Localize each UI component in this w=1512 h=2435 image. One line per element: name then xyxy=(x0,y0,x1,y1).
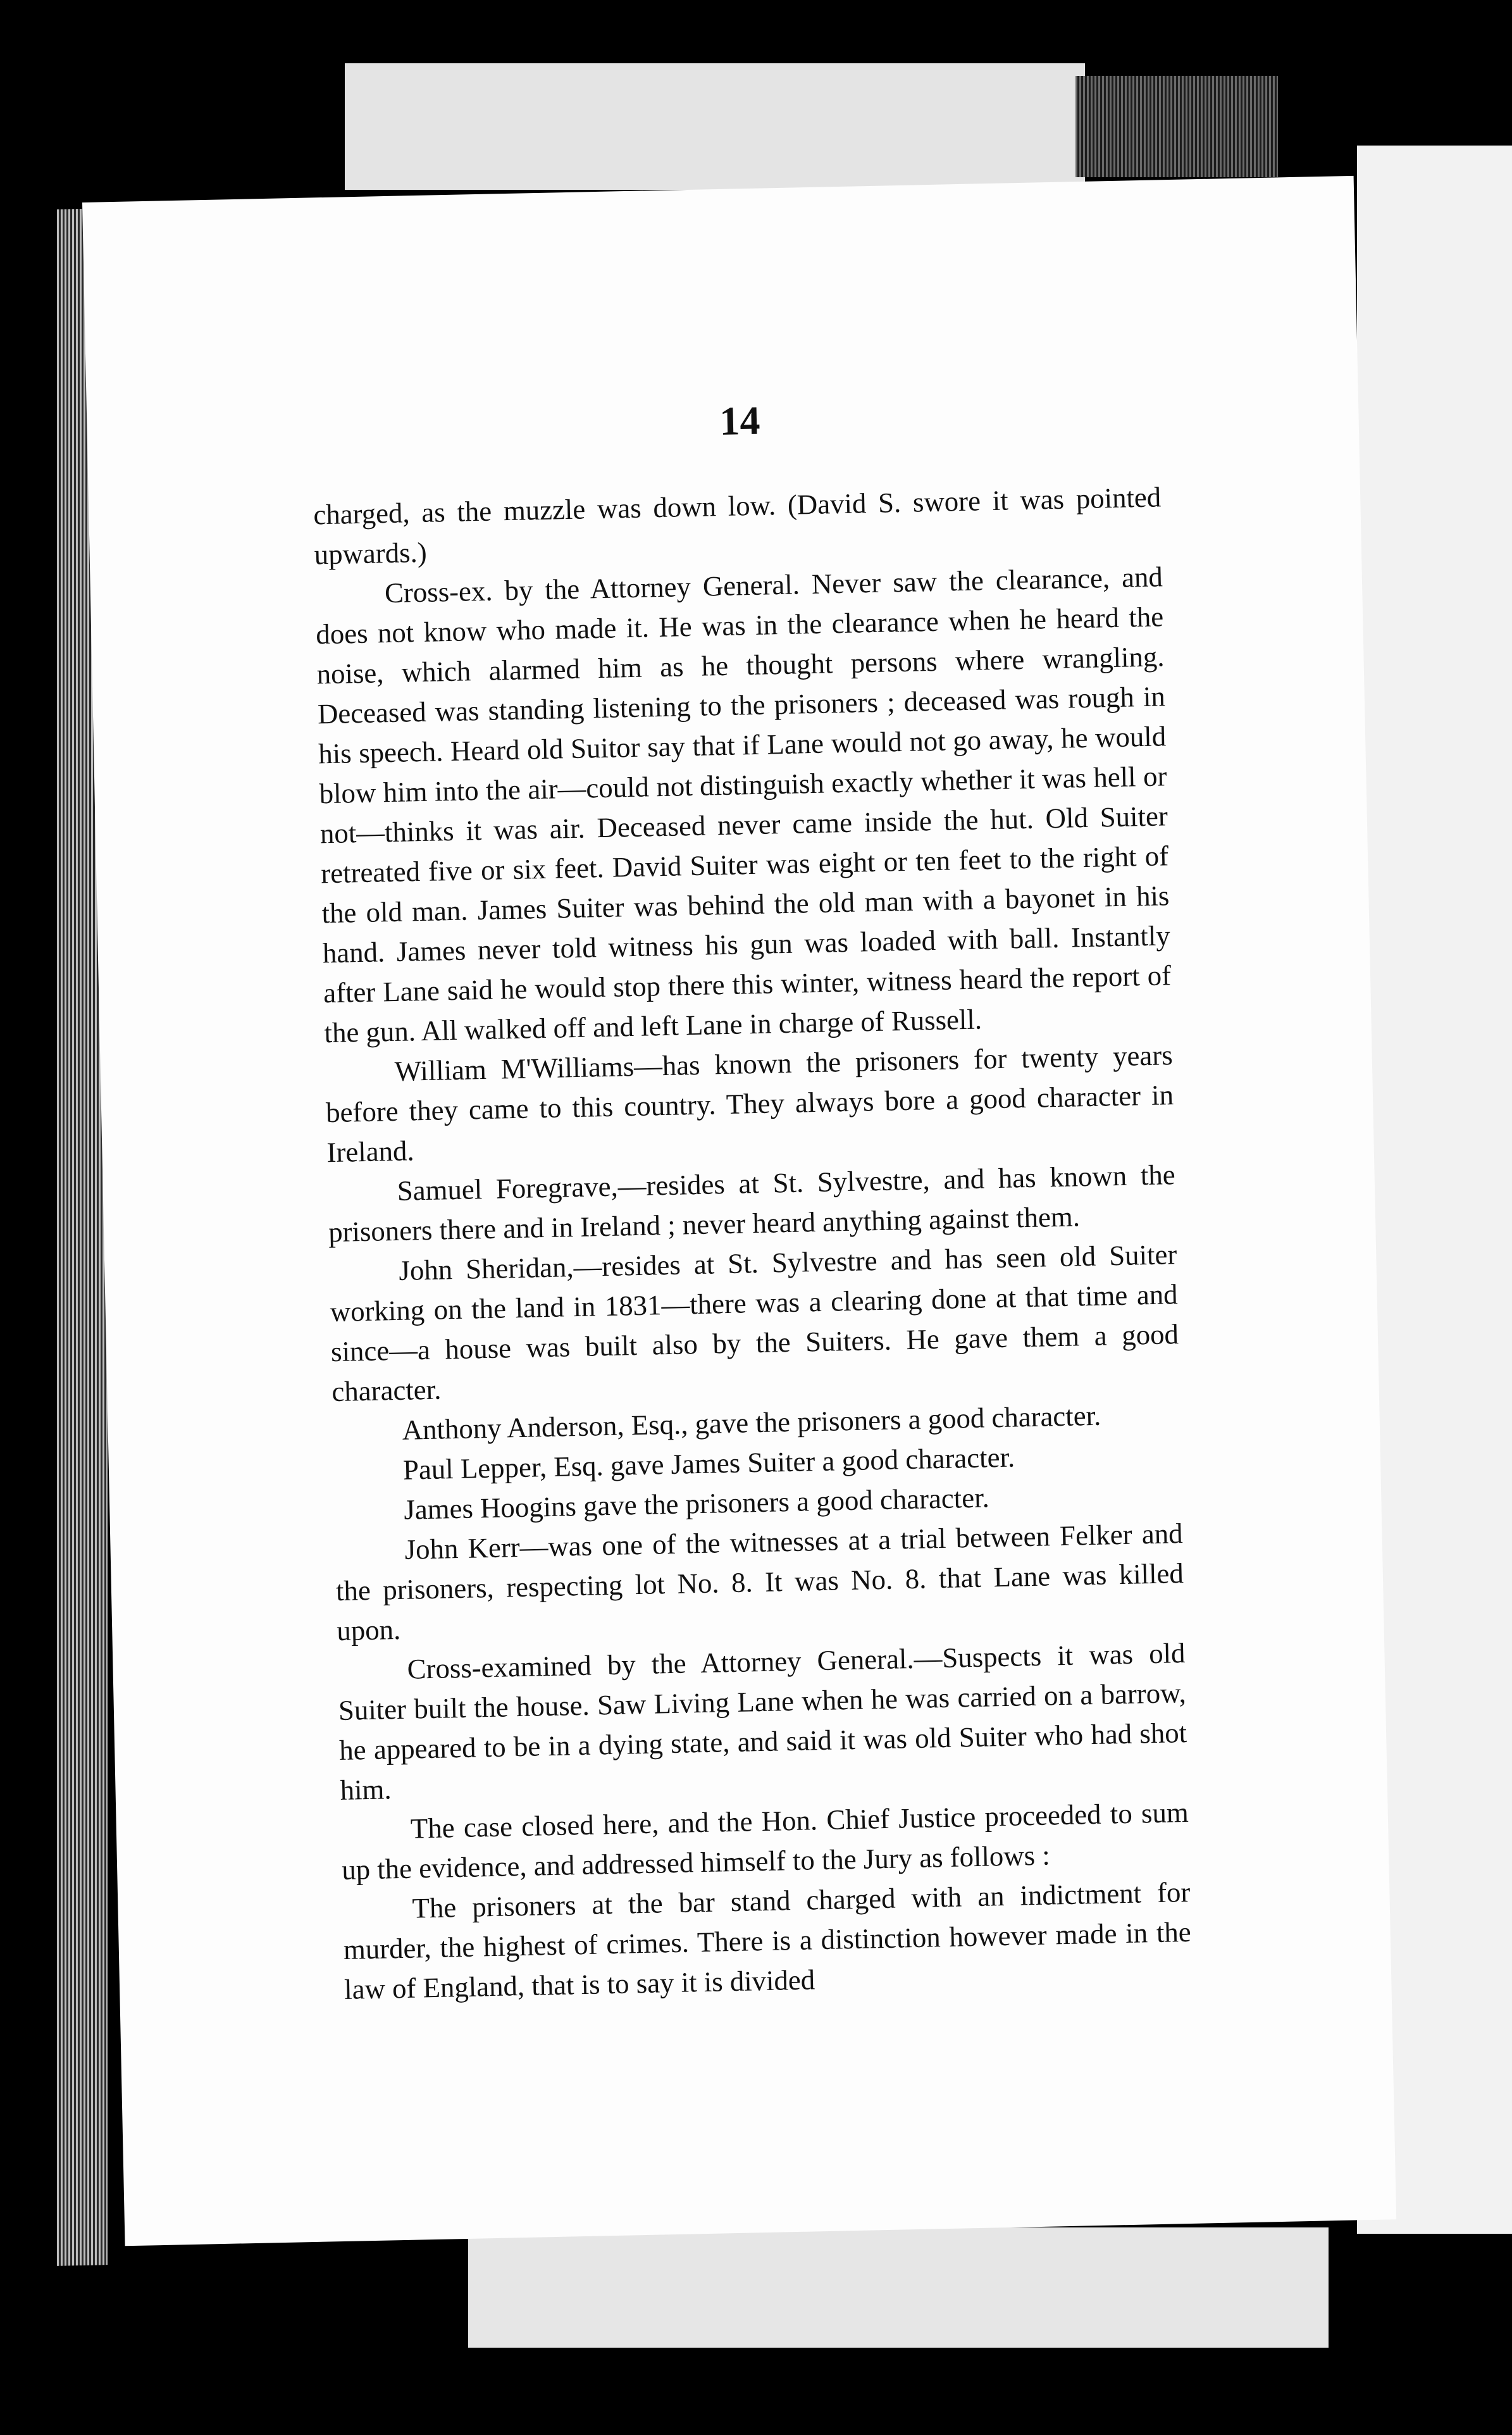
paragraph: John Sheridan,—resides at St. Sylvestre and has seen old Suiter working on the land in 1831—there was a clearing done at that time and since—a house was built also by the Suiters. He gave them a good character. xyxy=(330,1238,1179,1408)
background-strip-bottom xyxy=(468,2227,1329,2348)
page-number: 14 xyxy=(719,397,761,444)
book-page xyxy=(82,176,1396,2246)
paragraph: Cross-ex. by the Attorney General. Never saw the clearance, and does not know who made it. He was in the clearance when he heard the noise, which alarmed him as he thought persons where wrangling. Deceased was standing listening to the prisoners ; deceased was rough in his speech. Heard old Suitor say that if Lane would not go away, he would blow him into the air—could not distinguish exactly whether it was hell or not—thinks it was air. Deceased never came inside the hut. Old Suiter retreated five or six feet. David Suiter was eight or ten feet to the right of the old man. James Suiter was behind the old man with a bayonet in his hand. James never told witness his gun was loaded with ball. Instantly after Lane said he would stop there this winter, witness heard the report of the gun. All walked off and left Lane in charge of Russell. xyxy=(315,561,1172,1049)
paragraph: The prisoners at the bar stand charged with an indictment for murder, the highest of crimes. There is a distinction however made in the law of England, that is to say it is divided xyxy=(343,1876,1192,2005)
paragraph: The case closed here, and the Hon. Chief Justice proceeded to sum up the evidence, and addressed himself to the Jury as follows : xyxy=(341,1796,1189,1886)
page-text xyxy=(313,477,1193,2010)
paragraph: James Hoogins gave the prisoners a good character. xyxy=(403,1481,990,1526)
paragraph: Cross-examined by the Attorney General.—Suspects it was old Suiter built the house. Saw Living Lane when he was carried on a barrow, he appeared to be in a dying state, and said it was old Suiter who had shot him. xyxy=(338,1636,1187,1807)
paragraph: Samuel Foregrave,—resides at St. Sylvestre, and has known the prisoners there and in Ireland ; never heard anything against them. xyxy=(328,1159,1176,1249)
background-texture xyxy=(1075,76,1278,177)
paragraph: John Kerr—was one of the witnesses at a trial between Felker and the prisoners, respecting lot No. 8. It was No. 8. that Lane was killed upon. xyxy=(335,1517,1184,1647)
paragraph: charged, as the muzzle was down low. (David S. swore it was pointed upwards.) xyxy=(313,481,1162,571)
paragraph: William M'Williams—has known the prisoners for twenty years before they came to this country. They always bore a good character in Ireland. xyxy=(325,1039,1174,1169)
background-strip-top xyxy=(345,63,1085,190)
paragraph: Paul Lepper, Esq. gave James Suiter a good character. xyxy=(402,1441,1015,1486)
paragraph: Anthony Anderson, Esq., gave the prisoners a good character. xyxy=(402,1399,1101,1446)
